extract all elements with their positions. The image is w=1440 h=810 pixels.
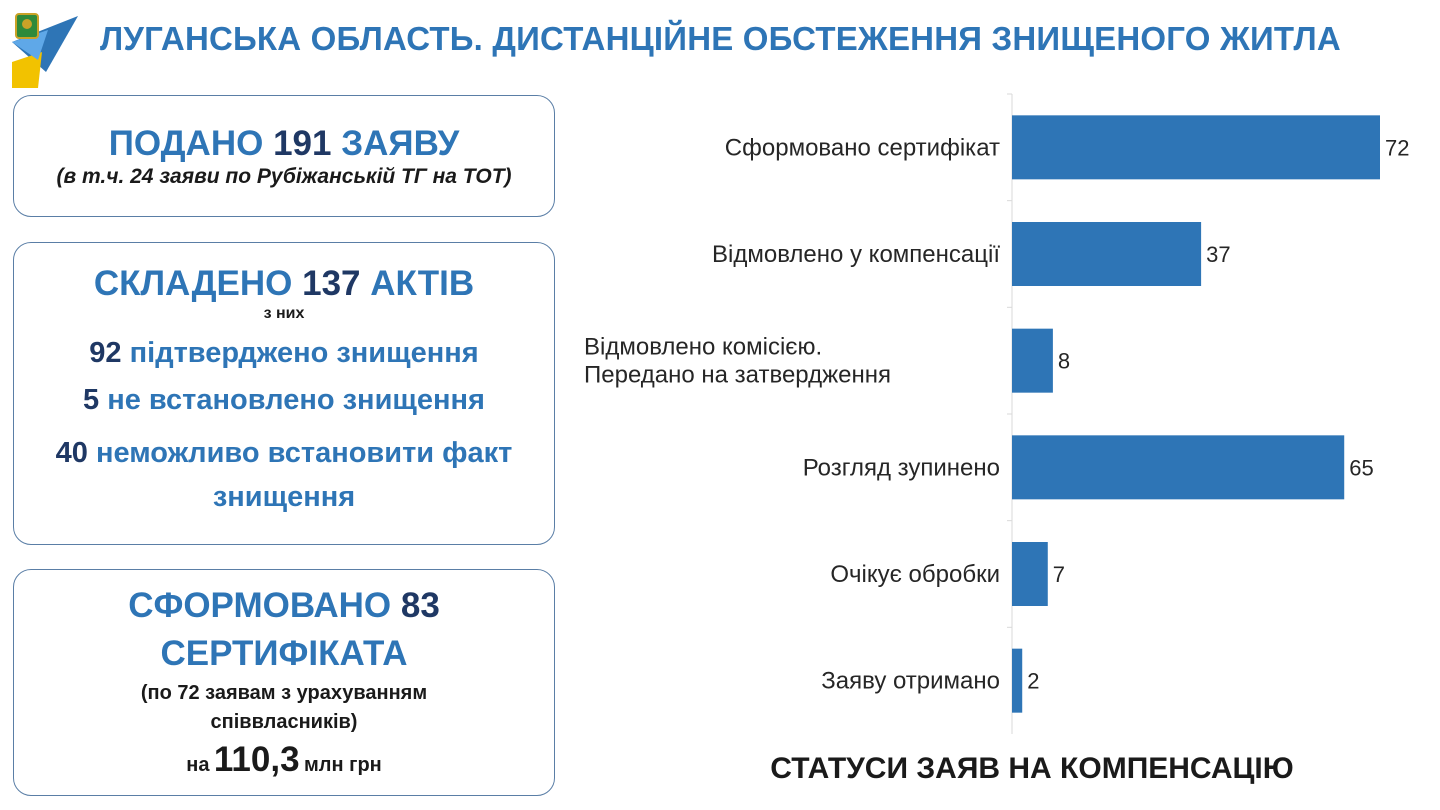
acts-unit: АКТІВ — [370, 264, 475, 303]
acts-card — [13, 242, 555, 545]
certificates-sum — [14, 740, 554, 780]
acts-item-count: 92 — [89, 337, 122, 369]
certificates-card — [13, 569, 555, 796]
acts-item-text: підтверджено знищення — [129, 337, 479, 369]
applications-count: 191 — [273, 124, 332, 163]
certificates-count: 83 — [400, 586, 440, 625]
bar — [1012, 649, 1022, 713]
acts-label: СКЛАДЕНО — [93, 264, 293, 303]
certificates-note-line2: співвласників) — [210, 711, 358, 733]
applications-unit: ЗАЯВУ — [341, 124, 460, 163]
category-label: Сформовано сертифікат — [724, 134, 1000, 162]
bar — [1012, 329, 1053, 393]
acts-item — [14, 337, 554, 370]
applications-note: (в т.ч. 24 заяви по Рубіжанській ТГ на ТОТ) — [56, 165, 512, 188]
certificates-sum-unit: млн грн — [304, 754, 382, 776]
acts-count: 137 — [302, 264, 361, 303]
bar-value-label: 65 — [1349, 455, 1374, 481]
certificates-unit: СЕРТИФІКАТА — [160, 634, 408, 673]
category-label: Відмовлено у компенсації — [712, 241, 1000, 268]
bar-value-label: 72 — [1385, 135, 1410, 161]
certificates-sum-prefix: на — [186, 754, 210, 776]
bar — [1012, 542, 1048, 606]
acts-item-count: 5 — [83, 384, 100, 416]
category-label: Очікує обробки — [830, 561, 1000, 588]
acts-item-text: неможливо встановити факт знищення — [95, 437, 513, 513]
category-label: Розгляд зупинено — [802, 454, 1000, 482]
status-bar-chart — [570, 90, 1430, 740]
acts-item — [14, 431, 554, 519]
bar — [1012, 115, 1380, 179]
bar — [1012, 435, 1344, 499]
certificates-label: СФОРМОВАНО — [128, 586, 392, 625]
acts-item-text: не встановлено знищення — [107, 384, 485, 416]
certificates-note-line1: (по 72 заявам з урахуванням — [140, 682, 428, 704]
acts-item — [14, 384, 554, 417]
bar-value-label: 8 — [1057, 348, 1071, 374]
bar-value-label: 7 — [1052, 562, 1066, 587]
bar-value-label: 37 — [1206, 242, 1231, 267]
certificates-sum-value: 110,3 — [213, 740, 300, 779]
applications-card — [13, 95, 555, 217]
category-label: Заяву отримано — [821, 667, 1000, 695]
acts-subheading: з них — [263, 305, 305, 322]
category-label: Відмовлено комісією. Передано на затвердження — [584, 333, 892, 389]
chart-title: СТАТУСИ ЗАЯВ НА КОМПЕНСАЦІЮ — [770, 752, 1294, 785]
applications-label: ПОДАНО — [108, 124, 264, 163]
page-title: ЛУГАНСЬКА ОБЛАСТЬ. ДИСТАНЦІЙНЕ ОБСТЕЖЕННЯ ЗНИЩЕНОГО ЖИТЛА — [100, 20, 1341, 57]
acts-item-count: 40 — [55, 437, 88, 469]
region-logo — [8, 12, 82, 90]
bar-value-label: 2 — [1027, 668, 1040, 694]
bar — [1012, 222, 1201, 286]
